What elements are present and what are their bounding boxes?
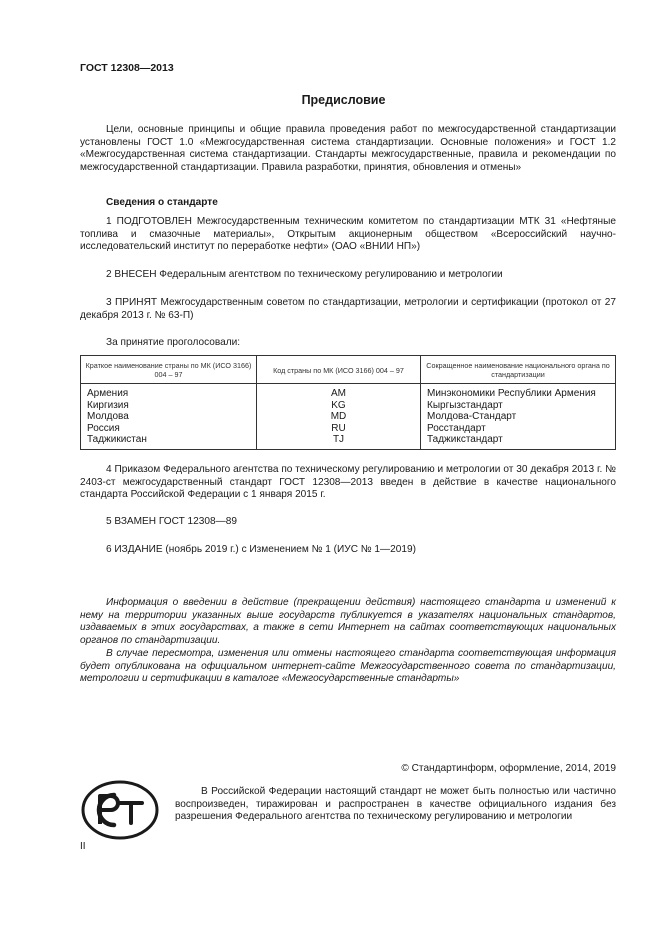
item-3: 3 ПРИНЯТ Межгосударственным советом по стандартизации, метрологии и сертификации (протокол от 27 декабря 2013 г. № 63-П) xyxy=(80,297,616,321)
country-cell: Молдова xyxy=(81,411,257,423)
country-cell: Россия xyxy=(81,423,257,435)
standard-id: ГОСТ 12308—2013 xyxy=(80,62,174,74)
body-cell: Таджикстандарт xyxy=(421,434,616,449)
header-body: Сокращенное наименование национального органа по стандартизации xyxy=(421,356,616,384)
preface-title: Предисловие xyxy=(301,93,386,107)
table-row xyxy=(81,384,616,400)
body-cell: Минэкономики Республики Армения xyxy=(421,384,616,400)
code-cell: KG xyxy=(257,400,421,412)
country-cell: Таджикистан xyxy=(81,434,257,449)
country-cell: Киргизия xyxy=(81,400,257,412)
code-cell: AM xyxy=(257,384,421,400)
rst-logo-icon xyxy=(80,779,160,841)
item-4: 4 Приказом Федерального агентства по техническому регулированию и метрологии от 30 декабря 2013 г. № 2403-ст межгосударственный стандарт ГОСТ 12308—2013 введен в действие в качестве национального стандарта Российской Федерации с 1 января 2015 г. xyxy=(80,464,616,501)
body-cell: Кыргызстандарт xyxy=(421,400,616,412)
country-cell: Армения xyxy=(81,384,257,400)
item-1: 1 ПОДГОТОВЛЕН Межгосударственным техническим комитетом по стандартизации МТК 31 «Нефтяные топлива и смазочные материалы», Открытым акционерным обществом «Всероссийский научно-исследовательский институт по переработке нефти» (ОАО «ВНИИ НП») xyxy=(80,216,616,253)
preface-intro: Цели, основные принципы и общие правила проведения работ по межгосударственной стандартизации установлены ГОСТ 1.0 «Межгосударственная система стандартизации. Основные положения» и ГОСТ 1.2 «Межгосударственная система стандартизации. Стандарты межгосударственные, правила и рекомендации по межгосударственной стандартизации. Правила разработки, принятия, обновления и отмены» xyxy=(80,124,616,173)
standard-info-subtitle: Сведения о стандарте xyxy=(106,197,218,208)
body-cell: Росстандарт xyxy=(421,423,616,435)
table-row xyxy=(81,411,616,423)
header-country: Краткое наименование страны по МК (ИСО 3166) 004 – 97 xyxy=(81,356,257,384)
item-5: 5 ВЗАМЕН ГОСТ 12308—89 xyxy=(106,516,237,527)
table-row xyxy=(81,423,616,435)
header-code: Код страны по МК (ИСО 3166) 004 – 97 xyxy=(257,356,421,384)
table-row xyxy=(81,434,616,449)
code-cell: TJ xyxy=(257,434,421,449)
body-cell: Молдова-Стандарт xyxy=(421,411,616,423)
item-2: 2 ВНЕСЕН Федеральным агентством по техническому регулированию и метрологии xyxy=(106,269,503,280)
code-cell: RU xyxy=(257,423,421,435)
table-header-row xyxy=(81,356,616,384)
code-cell: MD xyxy=(257,411,421,423)
info-paragraph-1: Информация о введении в действие (прекращении действия) настоящего стандарта и изменений к нему на территории указанных выше государств публикуется в указателях национальных стандартов, издаваемых в этих государствах, а также в сети Интернет на сайтах соответствующих национальных органов по стандартизации. xyxy=(80,597,616,647)
page-number: II xyxy=(80,841,86,852)
vote-label: За принятие проголосовали: xyxy=(106,337,241,348)
info-paragraph-2: В случае пересмотра, изменения или отмены настоящего стандарта соответствующая информация будет опубликована на официальном интернет-сайте Межгосударственного совета по стандартизации, метрологии и сертификации в каталоге «Межгосударственные стандарты» xyxy=(80,648,616,685)
copyright: © Стандартинформ, оформление, 2014, 2019 xyxy=(401,763,616,774)
item-6: 6 ИЗДАНИЕ (ноябрь 2019 г.) с Изменением № 1 (ИУС № 1—2019) xyxy=(106,544,416,555)
reproduction-notice: В Российской Федерации настоящий стандарт не может быть полностью или частично воспроизведен, тиражирован и распространен в качестве официального издания без разрешения Федерального агентства по техническому регулированию и метрологии xyxy=(175,786,616,823)
table-row xyxy=(81,400,616,412)
voting-table xyxy=(80,355,616,450)
